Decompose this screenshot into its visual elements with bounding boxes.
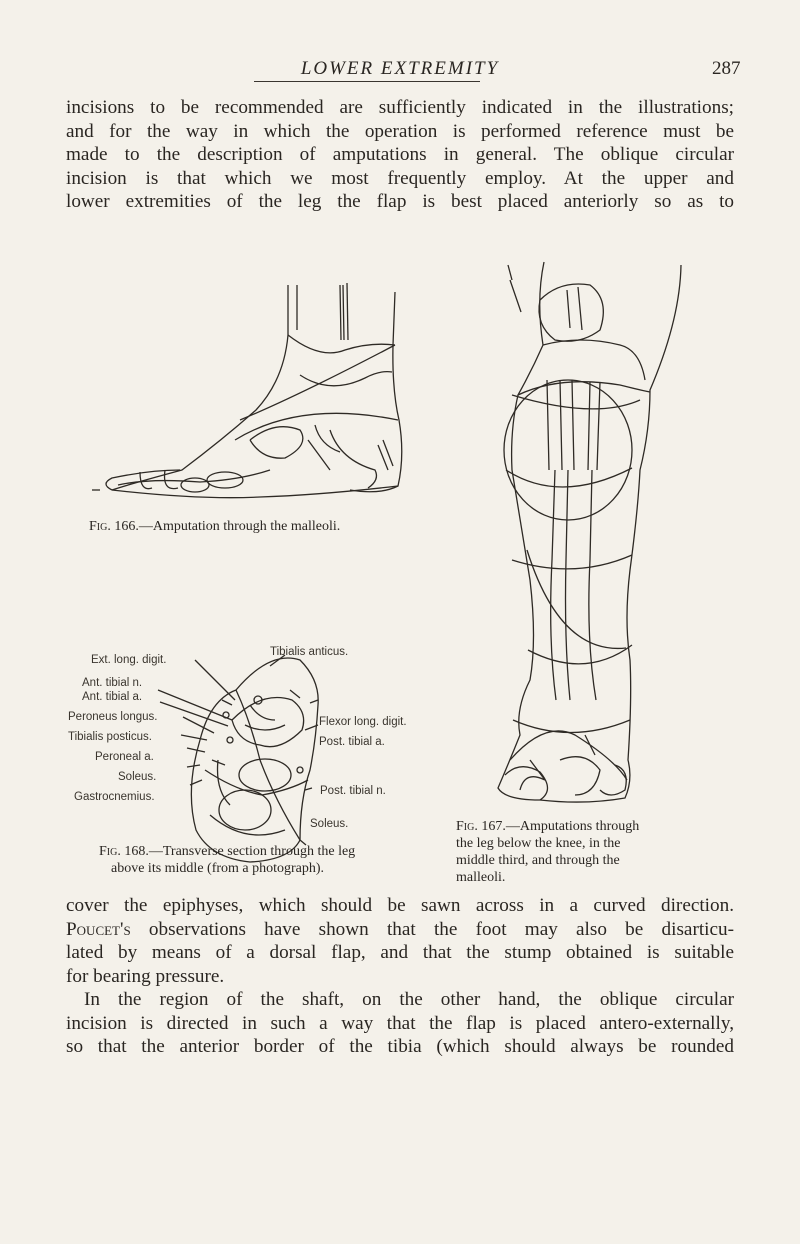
label-flexor-long-digit: Flexor long. digit. — [319, 716, 407, 728]
text-line: lower extremities of the leg the flap is best placed anteriorly so as to — [66, 191, 734, 212]
page-number: 287 — [712, 58, 741, 79]
fig-167-line: middle third, and through the — [456, 853, 620, 868]
text-line: made to the description of amputations in general. The oblique circular — [66, 144, 734, 165]
text-line: for bearing pressure. — [66, 965, 225, 987]
text-line — [66, 918, 734, 942]
label-tibialis-posticus: Tibialis posticus. — [68, 731, 152, 743]
label-gastrocnemius: Gastrocnemius. — [74, 791, 155, 803]
running-title: LOWER EXTREMITY — [300, 58, 500, 79]
fig-168-line — [99, 843, 355, 860]
label-ant-tibial-a: Ant. tibial a. — [82, 691, 143, 703]
fig-168-caption — [99, 843, 355, 877]
text-line: incision is that which we most frequently employ. At the upper and — [66, 167, 734, 189]
fig-166-text: —Amputation through the malleoli. — [138, 519, 341, 534]
fig-167-line: malleoli. — [456, 870, 506, 885]
label-soleus-right: Soleus. — [310, 818, 349, 830]
fig-168-line: above its middle (from a photograph). — [111, 861, 325, 876]
label-peroneus-longus: Peroneus longus. — [68, 711, 158, 723]
fig-166-label: Fig. 166. — [89, 519, 139, 534]
text-line: lated by means of a dorsal flap, and that the stump obtained is suitable — [66, 942, 734, 963]
text-line: In the region of the shaft, on the other hand, the oblique circular — [84, 989, 734, 1010]
text-line-rest: observations have shown that the foot may also be disarticu- — [130, 918, 734, 940]
label-tibialis-anticus: Tibialis anticus. — [270, 646, 349, 658]
author-name-poucet: Poucet's — [66, 918, 131, 940]
fig-167-line: the leg below the knee, in the — [456, 836, 621, 851]
paragraph-bottom — [66, 894, 734, 1059]
label-ext-long-digit: Ext. long. digit. — [91, 654, 167, 666]
fig-167-text: —Amputations through — [505, 819, 640, 834]
fig-167-label: Fig. 167. — [456, 819, 506, 834]
fig-168-label: Fig. 168. — [99, 844, 149, 859]
text-line: and for the way in which the operation is performed reference must be — [66, 120, 734, 142]
text-line: incision is directed in such a way that the flap is placed antero-externally, — [66, 1012, 734, 1034]
label-soleus-left: Soleus. — [118, 771, 157, 783]
label-ant-tibial-n: Ant. tibial n. — [82, 677, 143, 689]
label-post-tibial-n: Post. tibial n. — [320, 785, 386, 797]
label-peroneal-a: Peroneal a. — [95, 751, 154, 763]
label-post-tibial-a: Post. tibial a. — [319, 736, 385, 748]
text-line: incisions to be recommended are sufficiently indicated in the illustrations; — [66, 97, 734, 118]
text-line: cover the epiphyses, which should be sawn across in a curved direction. — [66, 895, 734, 916]
fig-168-text: —Transverse section through the leg — [148, 844, 356, 859]
text-line: so that the anterior border of the tibia (which should always be rounded — [66, 1036, 734, 1057]
